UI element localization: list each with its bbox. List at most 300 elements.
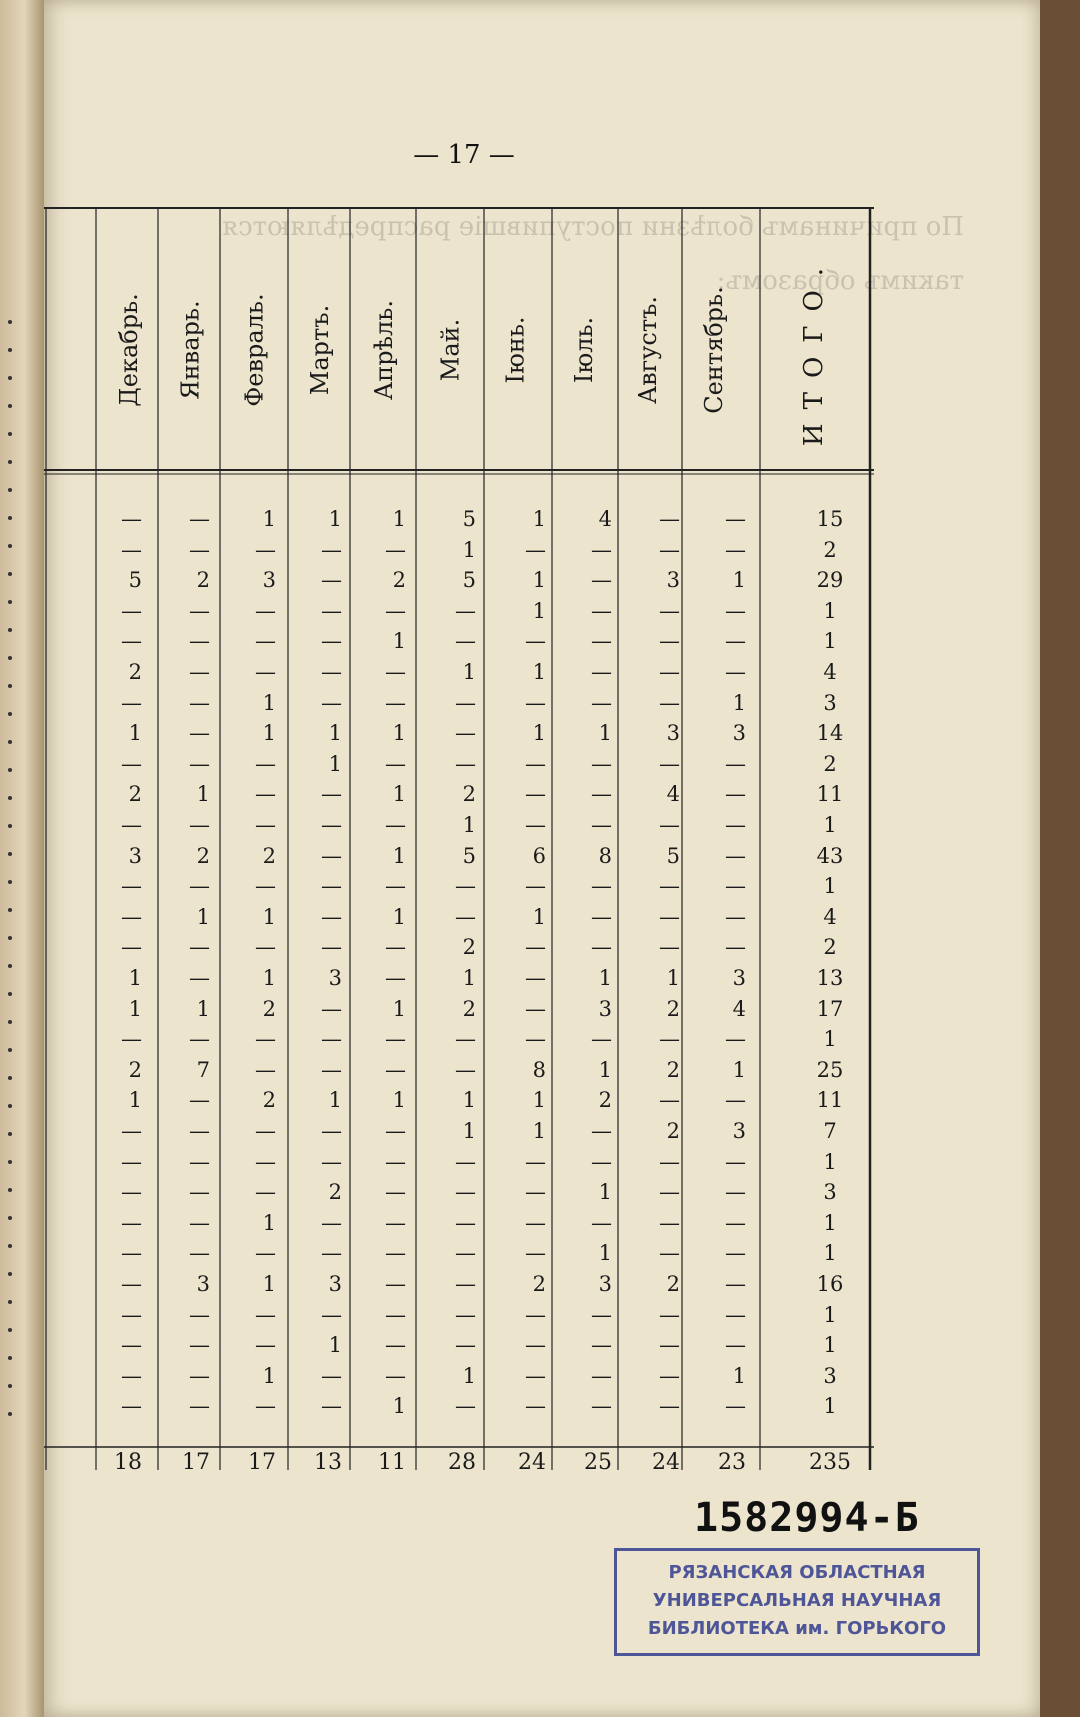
table-cell: —: [121, 1363, 142, 1388]
table-cell: 1: [392, 721, 406, 746]
table-cell: 2: [666, 996, 680, 1021]
table-cell: —: [725, 904, 746, 929]
table-cell: —: [121, 1241, 142, 1266]
spine-dot: [8, 824, 12, 828]
table-cell: —: [321, 568, 342, 593]
table-cell: 3: [262, 568, 276, 593]
table-cell: 1: [532, 598, 546, 623]
bleed-through-text: По причинамъ болѣзни поступившіе распредѣляются такимъ образомъ:: [221, 212, 964, 296]
table-cell: —: [659, 935, 680, 960]
row-total-cell: 13: [816, 966, 844, 990]
table-cell: 4: [598, 507, 612, 531]
row-total-cell: 29: [816, 568, 844, 593]
table-cell: 1: [532, 1119, 546, 1143]
table-cell: —: [385, 1210, 406, 1235]
table-cell: —: [725, 629, 746, 654]
library-stamp: [614, 1548, 980, 1656]
table-cell: —: [725, 1027, 746, 1052]
table-cell: —: [255, 1302, 276, 1327]
table-cell: —: [659, 1210, 680, 1235]
spine-dot: [8, 1216, 12, 1220]
table-cell: —: [455, 690, 476, 715]
month-header: [618, 240, 678, 460]
spine-dot: [8, 348, 12, 352]
table-cell: —: [725, 751, 746, 776]
table-cell: 1: [532, 507, 546, 531]
table-cell: —: [525, 1363, 546, 1388]
table-cell: —: [121, 690, 142, 715]
row-total-cell: 43: [816, 843, 844, 868]
spine-dot: [8, 1104, 12, 1108]
spine-dot: [8, 768, 12, 772]
table-cell: 1: [392, 507, 406, 531]
table-cell: 1: [532, 660, 546, 684]
table-cell: —: [725, 1088, 746, 1113]
table-cell: —: [659, 751, 680, 776]
table-cell: —: [255, 537, 276, 562]
table-cell: 6: [532, 843, 546, 868]
table-cell: —: [189, 1241, 210, 1266]
table-cell: —: [525, 813, 546, 837]
table-cell: 8: [532, 1057, 546, 1082]
spine-dot: [8, 1328, 12, 1332]
spine-dot: [8, 1132, 12, 1136]
table-cell: —: [725, 782, 746, 807]
table-cell: 1: [598, 721, 612, 746]
table-cell: 1: [196, 782, 210, 807]
table-cell: —: [525, 935, 546, 960]
month-header-label: Сентябрь.: [700, 286, 728, 414]
table-cell: —: [725, 935, 746, 960]
table-cell: —: [385, 660, 406, 684]
spine-dot: [8, 404, 12, 408]
table-cell: 1: [462, 1119, 476, 1143]
row-total-cell: 2: [823, 751, 837, 776]
table-cell: 2: [598, 1088, 612, 1113]
table-cell: —: [121, 1149, 142, 1174]
table-cell: 5: [666, 843, 680, 868]
table-cell: —: [525, 1333, 546, 1358]
spine-dot: [8, 936, 12, 940]
table-cell: 3: [598, 1272, 612, 1296]
month-header-label: Декабрь.: [115, 293, 143, 407]
row-total-cell: 1: [823, 813, 837, 837]
table-cell: —: [455, 629, 476, 654]
row-total-cell: 15: [816, 507, 844, 531]
table-cell: —: [659, 660, 680, 684]
spine-dot: [8, 628, 12, 632]
table-cell: —: [121, 1394, 142, 1419]
table-cell: 1: [532, 904, 546, 929]
table-cell: —: [525, 629, 546, 654]
month-header: [684, 240, 744, 460]
table-cell: —: [255, 1241, 276, 1266]
table-cell: 5: [462, 568, 476, 593]
table-cell: 1: [392, 1394, 406, 1419]
table-cell: 2: [328, 1180, 342, 1205]
table-cell: —: [591, 629, 612, 654]
row-total-cell: 25: [816, 1057, 844, 1082]
spine-dot: [8, 684, 12, 688]
spine-dot: [8, 1384, 12, 1388]
table-cell: —: [455, 1027, 476, 1052]
table-cell: —: [525, 1149, 546, 1174]
table-cell: —: [659, 1394, 680, 1419]
table-cell: —: [321, 1394, 342, 1419]
table-cell: —: [321, 1149, 342, 1174]
table-cell: —: [659, 1363, 680, 1388]
month-header: [290, 240, 350, 460]
table-cell: —: [255, 1149, 276, 1174]
table-cell: —: [321, 598, 342, 623]
table-cell: —: [725, 1272, 746, 1296]
table-cell: 3: [666, 721, 680, 746]
spine-dot: [8, 320, 12, 324]
table-cell: 1: [392, 904, 406, 929]
table-cell: —: [189, 935, 210, 960]
table-cell: 2: [262, 1088, 276, 1113]
table-cell: —: [725, 874, 746, 899]
table-cell: 2: [196, 843, 210, 868]
spine-dot: [8, 488, 12, 492]
table-cell: —: [121, 751, 142, 776]
total-header-label: ИТОГО.: [799, 253, 830, 447]
table-cell: —: [455, 598, 476, 623]
table-cell: —: [525, 996, 546, 1021]
table-cell: —: [189, 1027, 210, 1052]
table-cell: —: [659, 1027, 680, 1052]
table-cell: 1: [262, 721, 276, 746]
table-cell: —: [725, 1333, 746, 1358]
table-cell: 3: [128, 843, 142, 868]
table-cell: —: [659, 1180, 680, 1205]
table-cell: —: [121, 1333, 142, 1358]
row-total-cell: 16: [816, 1272, 844, 1296]
table-cell: —: [725, 1394, 746, 1419]
spine-dot: [8, 600, 12, 604]
table-cell: —: [255, 1180, 276, 1205]
table-cell: 2: [462, 782, 476, 807]
row-total-cell: 1: [823, 598, 837, 623]
table-cell: —: [525, 690, 546, 715]
table-cell: —: [255, 629, 276, 654]
table-cell: 1: [328, 751, 342, 776]
table-cell: —: [321, 1027, 342, 1052]
table-cell: —: [189, 1394, 210, 1419]
month-header: [99, 240, 159, 460]
table-cell: 1: [392, 843, 406, 868]
table-cell: 1: [598, 1180, 612, 1205]
spine-dot: [8, 1048, 12, 1052]
table-cell: —: [725, 1149, 746, 1174]
spine-dot: [8, 1160, 12, 1164]
table-cell: —: [385, 1119, 406, 1143]
table-cell: —: [455, 721, 476, 746]
table-cell: —: [591, 537, 612, 562]
spine-dot: [8, 1300, 12, 1304]
spine-dot: [8, 460, 12, 464]
table-cell: —: [525, 966, 546, 990]
row-total-cell: 1: [823, 1241, 837, 1266]
table-cell: —: [255, 1027, 276, 1052]
table-cell: 1: [462, 1363, 476, 1388]
row-total-cell: 4: [823, 660, 837, 684]
month-header: [225, 240, 285, 460]
table-cell: 1: [128, 721, 142, 746]
table-cell: —: [385, 1241, 406, 1266]
row-total-cell: 1: [823, 1394, 837, 1419]
table-cell: 1: [392, 1088, 406, 1113]
table-cell: —: [725, 660, 746, 684]
table-cell: —: [591, 813, 612, 837]
stamp-line: БИБЛИОТЕКА им. ГОРЬКОГО: [647, 1618, 947, 1639]
table-cell: 2: [262, 843, 276, 868]
table-cell: —: [255, 813, 276, 837]
inventory-number: 1582994-Б: [694, 1495, 920, 1541]
table-cell: 5: [462, 843, 476, 868]
month-header-label: Мартъ.: [306, 304, 335, 396]
table-cell: 1: [666, 966, 680, 990]
row-total-cell: 3: [823, 1363, 837, 1388]
table-cell: —: [525, 537, 546, 562]
row-total-cell: 17: [816, 996, 844, 1021]
table-cell: 1: [532, 721, 546, 746]
spine-dot: [8, 656, 12, 660]
table-cell: —: [255, 598, 276, 623]
table-cell: —: [455, 1302, 476, 1327]
spine-dot: [8, 992, 12, 996]
table-cell: —: [321, 660, 342, 684]
table-cell: —: [591, 1333, 612, 1358]
row-total-cell: 3: [823, 690, 837, 715]
table-cell: —: [385, 1149, 406, 1174]
table-cell: —: [659, 904, 680, 929]
table-cell: 2: [666, 1057, 680, 1082]
table-cell: 1: [462, 537, 476, 562]
table-cell: 1: [328, 1333, 342, 1358]
table-cell: —: [121, 1210, 142, 1235]
spine-dot: [8, 544, 12, 548]
table-cell: —: [189, 629, 210, 654]
table-cell: —: [659, 874, 680, 899]
table-cell: —: [525, 874, 546, 899]
month-header: [161, 240, 221, 460]
table-cell: 1: [598, 1241, 612, 1266]
grand-total-cell: 235: [809, 1450, 851, 1475]
table-cell: —: [455, 874, 476, 899]
table-cell: 1: [262, 1210, 276, 1235]
table-cell: —: [121, 935, 142, 960]
table-cell: —: [189, 813, 210, 837]
table-cell: —: [385, 1180, 406, 1205]
column-total-cell: 13: [314, 1450, 342, 1475]
spine-dot: [8, 964, 12, 968]
table-cell: —: [321, 629, 342, 654]
table-cell: —: [455, 1057, 476, 1082]
table-cell: 3: [732, 966, 746, 990]
month-header-label: Январь.: [177, 300, 206, 400]
table-cell: —: [121, 507, 142, 531]
table-cell: —: [525, 1180, 546, 1205]
table-cell: —: [725, 1241, 746, 1266]
column-total-cell: 18: [114, 1450, 142, 1475]
table-cell: 1: [532, 1088, 546, 1113]
table-cell: —: [455, 1333, 476, 1358]
table-cell: 1: [328, 1088, 342, 1113]
table-cell: —: [591, 1210, 612, 1235]
table-cell: —: [591, 598, 612, 623]
table-cell: —: [659, 629, 680, 654]
table-cell: 2: [196, 568, 210, 593]
table-cell: 1: [462, 966, 476, 990]
column-total-cell: 28: [448, 1450, 476, 1475]
table-cell: —: [321, 1210, 342, 1235]
spine-dot: [8, 712, 12, 716]
table-cell: 1: [262, 507, 276, 531]
spine-dot: [8, 880, 12, 884]
table-cell: —: [659, 598, 680, 623]
table-cell: —: [725, 1180, 746, 1205]
table-cell: —: [385, 1333, 406, 1358]
table-cell: —: [591, 568, 612, 593]
table-cell: —: [591, 782, 612, 807]
table-cell: —: [321, 1057, 342, 1082]
table-cell: —: [659, 537, 680, 562]
row-total-cell: 4: [823, 904, 837, 929]
table-cell: 1: [598, 1057, 612, 1082]
table-cell: 5: [462, 507, 476, 531]
column-total-cell: 11: [378, 1450, 406, 1475]
table-cell: —: [321, 904, 342, 929]
table-cell: 1: [128, 1088, 142, 1113]
row-total-cell: 1: [823, 1333, 837, 1358]
table-cell: —: [189, 537, 210, 562]
table-cell: —: [189, 966, 210, 990]
month-header: [554, 240, 614, 460]
table-cell: —: [385, 813, 406, 837]
table-cell: —: [591, 1394, 612, 1419]
spine-dot: [8, 852, 12, 856]
spine-dot: [8, 908, 12, 912]
table-cell: 1: [262, 1363, 276, 1388]
table-cell: 2: [462, 996, 476, 1021]
table-cell: 2: [462, 935, 476, 960]
table-cell: —: [385, 874, 406, 899]
table-cell: —: [385, 966, 406, 990]
spine-dot: [8, 796, 12, 800]
table-cell: —: [121, 813, 142, 837]
table-cell: 7: [196, 1057, 210, 1082]
table-cell: —: [725, 537, 746, 562]
month-header: [354, 240, 414, 460]
spine-row-markers: [8, 320, 18, 1440]
table-cell: —: [121, 904, 142, 929]
table-cell: —: [189, 660, 210, 684]
table-cell: 1: [262, 690, 276, 715]
table-cell: 3: [732, 721, 746, 746]
table-cell: 2: [392, 568, 406, 593]
column-total-cell: 17: [248, 1450, 276, 1475]
table-cell: 2: [666, 1272, 680, 1296]
table-cell: —: [525, 1241, 546, 1266]
table-cell: —: [725, 598, 746, 623]
table-cell: —: [321, 813, 342, 837]
table-cell: —: [385, 935, 406, 960]
row-total-cell: 1: [823, 629, 837, 654]
table-cell: 1: [128, 996, 142, 1021]
month-header: [486, 240, 546, 460]
row-total-cell: 2: [823, 935, 837, 960]
table-cell: —: [321, 782, 342, 807]
table-cell: 1: [328, 721, 342, 746]
table-cell: —: [255, 782, 276, 807]
table-cell: —: [255, 1333, 276, 1358]
table-cell: —: [525, 1027, 546, 1052]
table-cell: —: [455, 1241, 476, 1266]
table-cell: 1: [392, 996, 406, 1021]
table-cell: —: [455, 1272, 476, 1296]
column-total-cell: 17: [182, 1450, 210, 1475]
row-total-cell: 7: [823, 1119, 837, 1143]
table-cell: 1: [532, 568, 546, 593]
table-cell: —: [321, 935, 342, 960]
table-cell: —: [385, 598, 406, 623]
spine-dot: [8, 1188, 12, 1192]
table-cell: —: [255, 751, 276, 776]
table-cell: —: [659, 1333, 680, 1358]
table-cell: —: [659, 507, 680, 531]
table-cell: —: [525, 751, 546, 776]
table-cell: —: [255, 874, 276, 899]
table-cell: 8: [598, 843, 612, 868]
row-total-cell: 2: [823, 537, 837, 562]
row-total-cell: 1: [823, 1027, 837, 1052]
table-cell: 1: [598, 966, 612, 990]
table-cell: —: [385, 1027, 406, 1052]
table-cell: —: [121, 1119, 142, 1143]
table-cell: —: [255, 1394, 276, 1419]
table-cell: 3: [598, 996, 612, 1021]
table-cell: 1: [462, 813, 476, 837]
month-header-label: Іюнь.: [502, 316, 531, 384]
column-total-cell: 24: [518, 1450, 546, 1475]
table-cell: —: [591, 874, 612, 899]
table-cell: 1: [196, 996, 210, 1021]
table-cell: —: [189, 1363, 210, 1388]
table-cell: 1: [462, 660, 476, 684]
table-cell: —: [525, 1210, 546, 1235]
table-cell: —: [659, 690, 680, 715]
table-cell: 1: [392, 782, 406, 807]
table-cell: —: [189, 1210, 210, 1235]
table-cell: 3: [196, 1272, 210, 1296]
spine-dot: [8, 1020, 12, 1024]
table-cell: —: [659, 1302, 680, 1327]
table-cell: —: [659, 1088, 680, 1113]
table-cell: —: [591, 1027, 612, 1052]
table-cell: 3: [732, 1119, 746, 1143]
spine-dot: [8, 1412, 12, 1416]
table-cell: —: [385, 1272, 406, 1296]
month-header-label: Іюль.: [570, 316, 599, 384]
table-cell: —: [121, 1272, 142, 1296]
table-cell: —: [591, 1149, 612, 1174]
table-cell: —: [121, 1027, 142, 1052]
table-cell: 1: [128, 966, 142, 990]
column-total-cell: 25: [584, 1450, 612, 1475]
table-cell: —: [255, 1057, 276, 1082]
table-cell: —: [189, 1119, 210, 1143]
